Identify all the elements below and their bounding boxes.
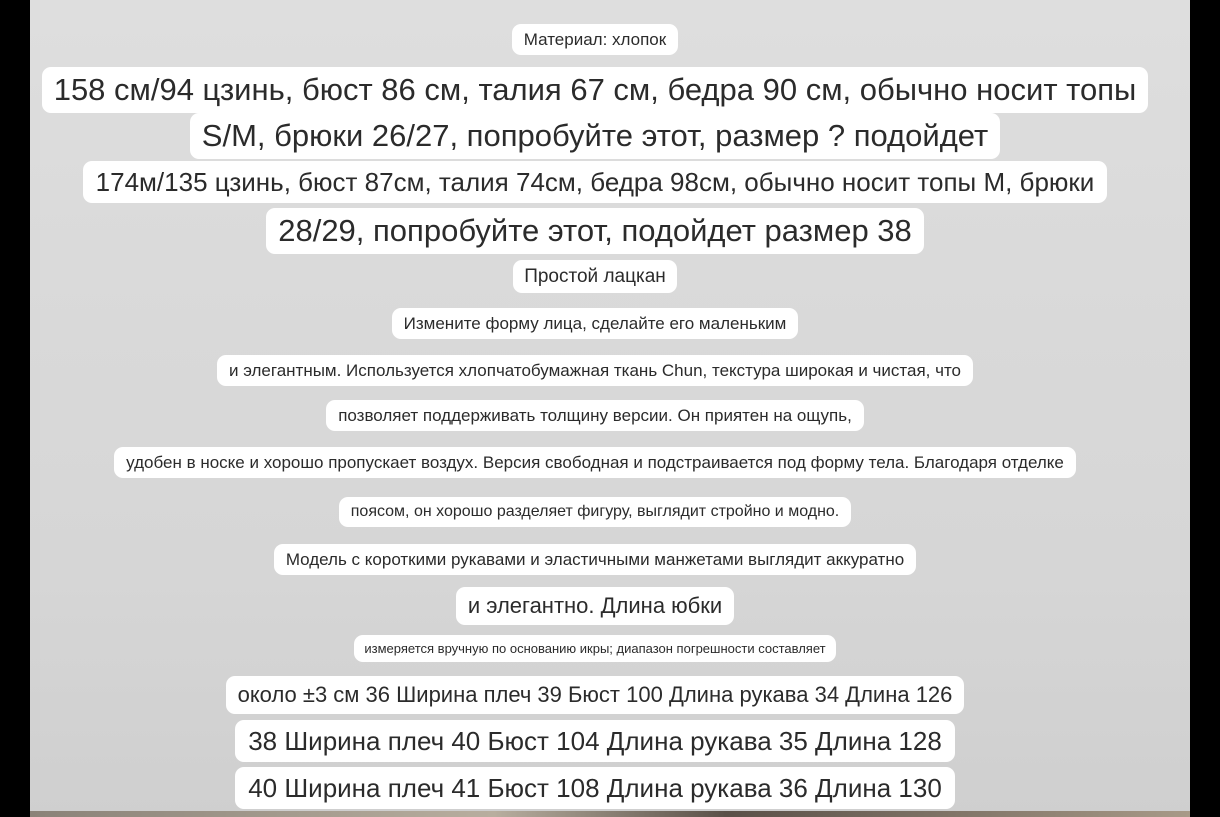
description-line: позволяет поддерживать толщину версии. Он приятен на ощупь, (326, 400, 864, 431)
model-1-size-caption: S/M, брюки 26/27, попробуйте этот, размер ? подойдет (190, 113, 1000, 159)
size-38-measurements: 38 Ширина плеч 40 Бюст 104 Длина рукава 35 Длина 128 (235, 720, 955, 762)
description-line: поясом, он хорошо разделяет фигуру, выглядит стройно и модно. (339, 497, 852, 527)
model-1-params-caption: 158 см/94 цзинь, бюст 86 см, талия 67 см, бедра 90 см, обычно носит топы (42, 67, 1149, 113)
measurement-note: измеряется вручную по основанию икры; диапазон погрешности составляет (354, 635, 835, 662)
text-row (0, 161, 1190, 203)
description-line: удобен в носке и хорошо пропускает воздух. Версия свободная и подстраивается под форму тела. Благодаря отделке (114, 447, 1076, 478)
lapel-caption: Простой лацкан (513, 260, 677, 293)
description-line: и элегантно. Длина юбки (456, 587, 734, 625)
text-row (0, 67, 1190, 113)
size-36-measurements: около ±3 см 36 Ширина плеч 39 Бюст 100 Длина рукава 34 Длина 126 (226, 676, 965, 714)
description-line: и элегантным. Используется хлопчатобумажная ткань Chun, текстура широкая и чистая, что (217, 355, 973, 386)
material-caption: Материал: хлопок (512, 24, 678, 55)
size-40-measurements: 40 Ширина плеч 41 Бюст 108 Длина рукава 36 Длина 130 (235, 767, 955, 809)
description-line: Модель с короткими рукавами и эластичными манжетами выглядит аккуратно (274, 544, 916, 575)
model-2-size-caption: 28/29, попробуйте этот, подойдет размер 38 (266, 208, 924, 254)
description-line: Измените форму лица, сделайте его маленьким (392, 308, 799, 339)
text-row (0, 447, 1190, 478)
model-2-params-caption: 174м/135 цзинь, бюст 87см, талия 74см, бедра 98см, обычно носит топы M, брюки (83, 161, 1108, 203)
